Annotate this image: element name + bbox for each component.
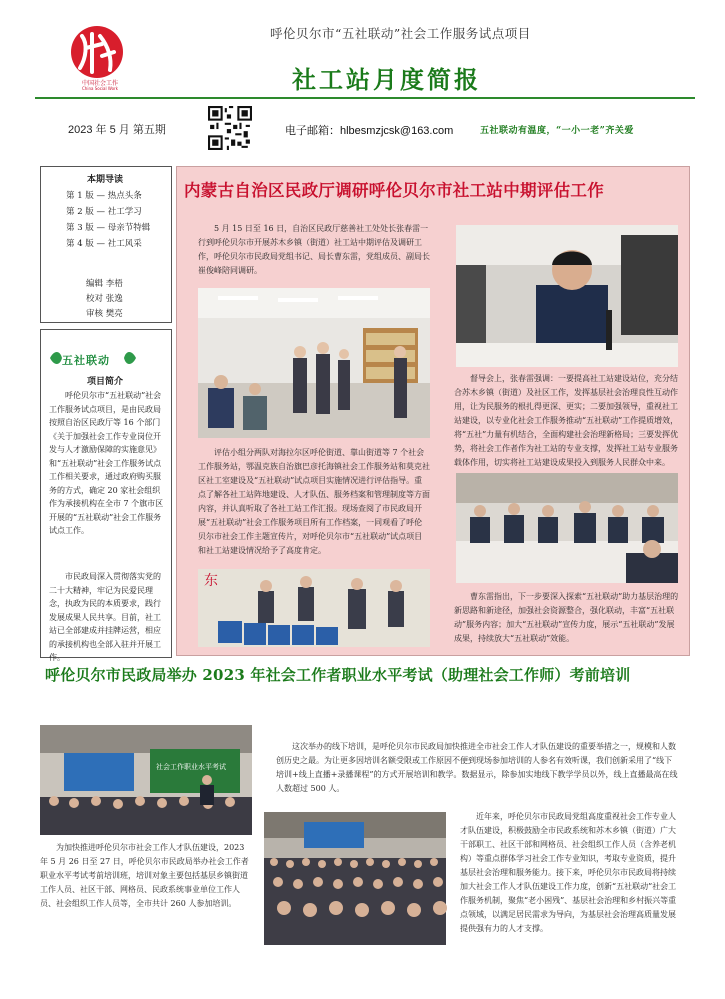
intro-paragraph: 市民政局深入贯彻落实党的二十大精神，牢记为民爱民理念，执政为民的本质要求，践行发展成果人民共享。目前，社工站已全部建成并挂牌运营，相应的承接机构也全部入驻并开展工作。 (49, 572, 161, 662)
project-name: 呼伦贝尔市“五社联动”社会工作服务试点项目 (270, 26, 531, 41)
issue-date: 2023 年 5 月 第五期 (68, 124, 166, 136)
slogan: 五社联动有温度，“一小一老”齐关爱 (480, 126, 634, 136)
article-1-paragraph: 督导会上，张春雷强调：一要提高社工站建设站位，充分结合苏木乡镇（街道）及社区工作，发挥基层社会治理良性互动作用，让为民服务的根扎得更深、更实；二要加强领导，重视社工站建设，以专业化社会工作服务推动“五社联动”工作提质增效，将“五社”力量有机结合，全面构建社会治理新格局；三要发挥优势，将社会工作者作为社工站的专业支撑，发挥社工站专业服务载体作用，切实将社工站建设成果投入到服务人民群众中来。 (454, 374, 679, 467)
intro-title: 项目简介 (86, 377, 123, 387)
meeting-speaker-photo (456, 225, 678, 367)
article-1-paragraph: 评估小组分两队对海拉尔区呼伦街道、靠山街道等 7 个社会工作服务站，鄂温克族自治旗巴彦托海镇社会工作服务站和莫克社区社工室建设及“五社联动”试点项目实施情况进行评估指导。重点了解各社工站阵地建设、人才队伍、服务档案和管理制度等方面内容，并认真听取了各社工站工作汇报。现场查阅了市民政局开展“五社联动”社会工作服务项目所有工作档案，一同观看了呼伦贝尔市社会工作主题宣传片，对呼伦贝尔市“五社联动”试点项目和社工站建设情况给予了高度肯定。 (198, 448, 430, 555)
wulian-badge-label: 五社联动 (62, 354, 110, 367)
article-1-headline[interactable]: 内蒙古自治区民政厅调研呼伦贝尔市社工站中期评估工作 (184, 181, 604, 200)
article-2-headline[interactable]: 呼伦贝尔市民政局举办 2023 年社会工作者职业水平考试（助理社会工作师）考前培训 (45, 666, 631, 684)
toc-item[interactable]: 第 3 版 — 母亲节特辑 (66, 223, 151, 233)
photo-sign-glyph: 东 (204, 573, 218, 589)
toc-item[interactable]: 第 1 版 — 热点头条 (66, 191, 142, 201)
editor-credit: 编辑 李梧 (86, 279, 123, 289)
logo-caption: 中国社会工作 (81, 80, 118, 87)
proofreader-credit: 校对 张逸 (86, 294, 123, 304)
article-1-paragraph: 5 月 15 日至 16 日，自治区民政厅慈善社工处处长张春雷一行到呼伦贝尔市开展苏木乡镇（街道）社工站中期评估及调研工作，呼伦贝尔市民政局党组书记、局长曹东雷，党组成员、副局长崔俊峰陪同调研。 (198, 224, 430, 275)
conference-table-photo (456, 473, 678, 583)
training-hall-photo (40, 725, 252, 835)
archive-review-photo (198, 569, 430, 647)
article-1-paragraph: 曹东雷指出，下一步要深入探索“五社联动”助力基层治理的新思路和新途径，加强社会资源整合，强化联动，丰富“五社联动”服务内容；加大“五社联动”宣传力度，展示“五社联动”发展成果，持续放大“五社联动”效能。 (454, 592, 679, 643)
logo-subcaption: China Social Work (82, 86, 118, 91)
article-2-paragraph: 这次举办的线下培训，是呼伦贝尔市民政局加快推进全市社会工作人才队伍建设的重要举措之一，规模和人数创历史之最。为让更多因培训名额受限或工作原因不便到现场参加培训的人参名有效听课，我们创新采用了“线下培训+线上直播+录播课程”的方式开展培训和教学。数据显示，除参加实地线下教学学员以外，线上直播最高在线人数超过 500 人。 (276, 742, 678, 793)
training-audience-photo (264, 812, 446, 945)
article-2-paragraph: 近年来，呼伦贝尔市民政局党组高度重视社会工作专业人才队伍建设，积极鼓励全市民政系统和苏木乡镇（街道）广大干部职工、社区干部和网格员、社会组织工作人员（含养老机构）等重点群体学习社会工作专业知识，考取专业资质，提升基层社会治理和服务能力。接下来，呼伦贝尔市民政局将持续加大社会工作人才队伍建设工作力度，创新“五社联动”社会工作服务机制，聚焦“老小困残”、基层社会治理和乡村振兴等重点领域，以满足居民需求为导向，为基层社会治理高质量发展提供强有力的人才支撑。 (460, 812, 677, 933)
article-2-paragraph: 为加快推进呼伦贝尔市社会工作人才队伍建设，2023 年 5 月 26 日至 27 日，呼伦贝尔市民政局举办社会工作者职业水平考试考前培训班，培训对象主要包括基层乡镇街道工作人员、社区干部、网格员、民政系统事业单位工作人员、社会组织工作人员等，全市共计 260 人参加培训。 (40, 843, 249, 908)
screen-banner-text: 社会工作职业水平考试 (156, 763, 226, 771)
library-visit-photo (198, 288, 430, 438)
reviewer-credit: 审核 樊亮 (86, 309, 123, 319)
contact-email: 电子邮箱：hlbesmzjcsk@163.com (285, 125, 454, 137)
toc-item[interactable]: 第 2 版 — 社工学习 (66, 207, 142, 217)
qr-code-icon[interactable] (208, 106, 252, 150)
toc-title: 本期导读 (86, 175, 123, 185)
intro-paragraph: 呼伦贝尔市“五社联动”社会工作服务试点项目，是由民政局按照自治区民政厅等 16 个部门《关于加强社会工作专业岗位开发与人才激励保障的实施意见》和“五社联动”社会工作服务试点工作相关要求，通过政府购买服务的方式，确定 20 家社会组织作为承接机构在全市 7 个旗市区开展的“五社联动”社会工作服务试点工作。 (49, 391, 164, 535)
header-divider (35, 97, 695, 99)
toc-item[interactable]: 第 4 版 — 社工风采 (66, 239, 142, 249)
bulletin-title: 社工站月度简报 (292, 65, 481, 94)
